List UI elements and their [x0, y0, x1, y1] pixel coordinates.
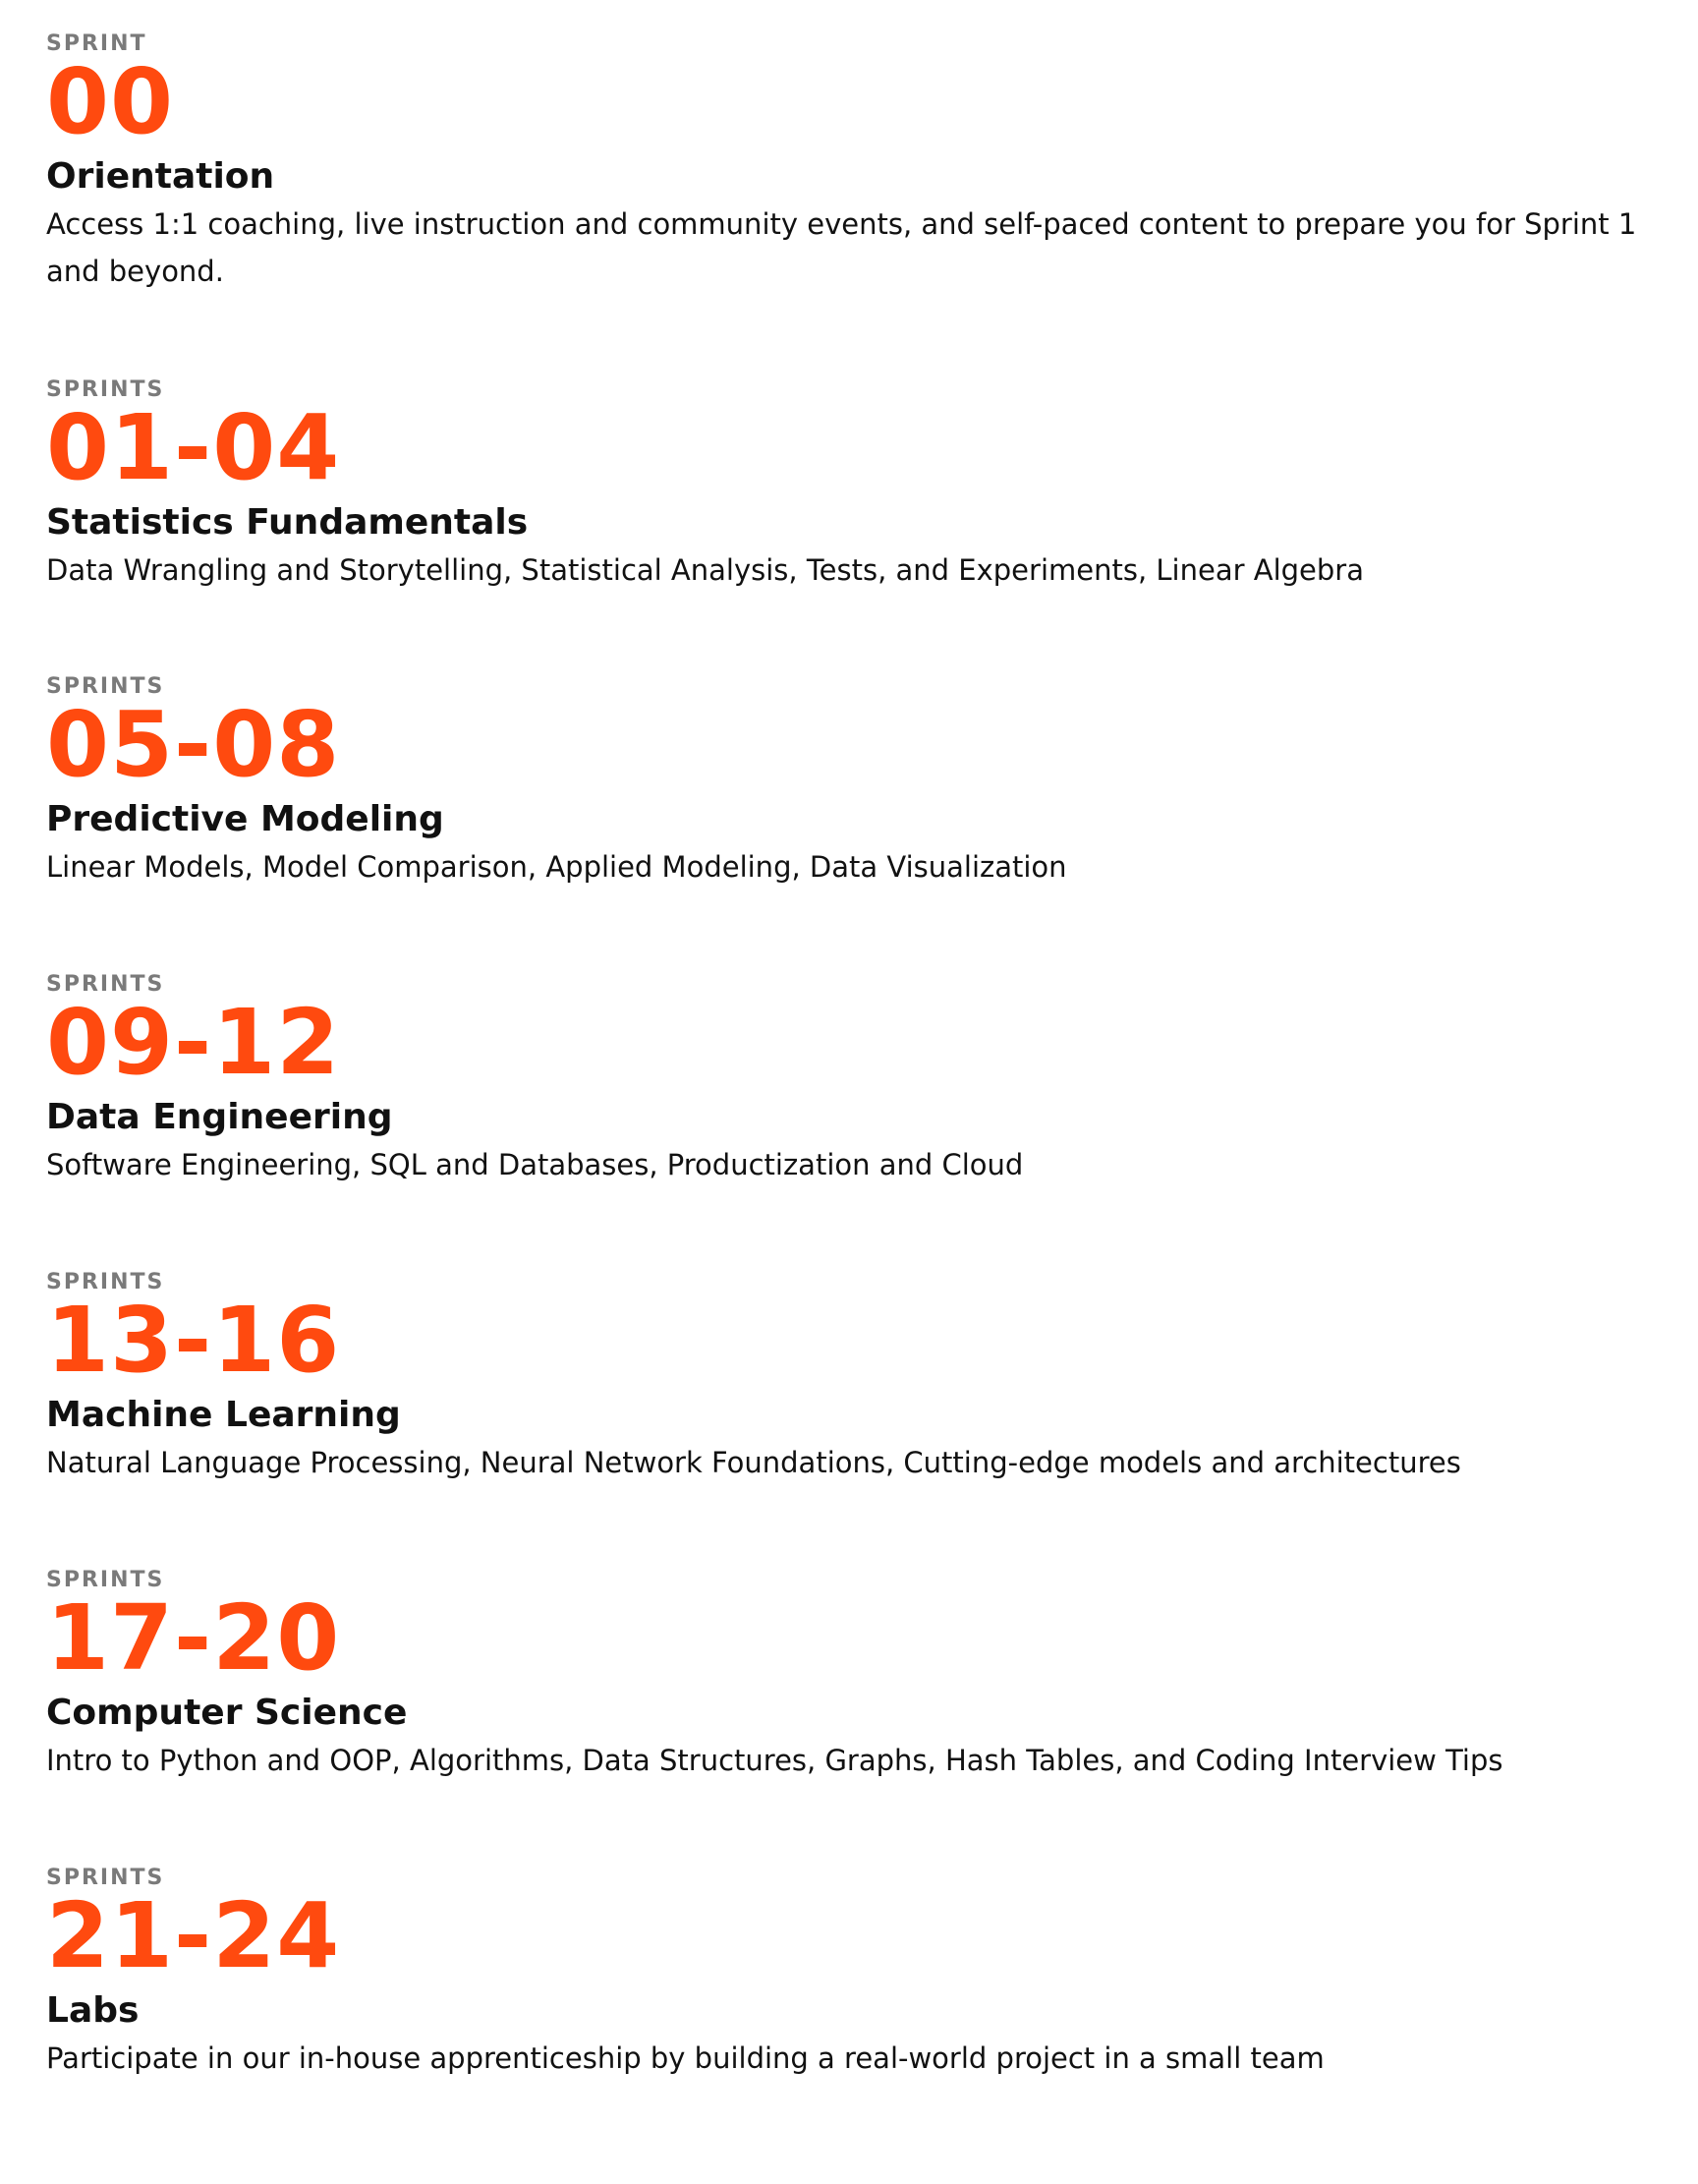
sprint-number: 09-12	[46, 990, 341, 1095]
sprint-title: Machine Learning	[46, 1395, 401, 1435]
sprint-section-statistics-fundamentals	[46, 377, 1638, 594]
sprint-kicker: SPRINTS	[46, 1866, 165, 1890]
sprint-number: 05-08	[46, 692, 341, 797]
sprint-description: Intro to Python and OOP, Algorithms, Data Structures, Graphs, Hash Tables, and Coding Interview Tips	[46, 1744, 1503, 1777]
sprint-section-computer-science	[46, 1568, 1638, 1784]
sprint-title: Predictive Modeling	[46, 799, 444, 839]
sprint-number: 00	[46, 49, 175, 154]
sprint-description: Natural Language Processing, Neural Network Foundations, Cutting-edge models and architectures	[46, 1446, 1461, 1479]
sprint-section-predictive-modeling	[46, 674, 1638, 891]
sprint-number: 17-20	[46, 1585, 341, 1691]
sprint-title: Statistics Fundamentals	[46, 502, 529, 543]
sprint-number: 13-16	[46, 1288, 341, 1393]
sprint-section-labs	[46, 1866, 1638, 2082]
sprint-description: Linear Models, Model Comparison, Applied Modeling, Data Visualization	[46, 850, 1067, 884]
sprint-description: Access 1:1 coaching, live instruction and community events, and self-paced content to prepare you for Sprint 1 and beyond.	[46, 207, 1637, 288]
sprint-section-machine-learning	[46, 1270, 1638, 1486]
sprint-kicker: SPRINTS	[46, 674, 165, 699]
sprint-number: 01-04	[46, 395, 341, 500]
sprint-title: Orientation	[46, 156, 275, 197]
sprint-kicker: SPRINT	[46, 31, 147, 56]
sprint-kicker: SPRINTS	[46, 1568, 165, 1592]
sprint-title: Data Engineering	[46, 1097, 393, 1137]
sprint-title: Computer Science	[46, 1693, 408, 1733]
sprint-description: Participate in our in-house apprenticeship by building a real-world project in a small team	[46, 2041, 1325, 2075]
sprint-description: Software Engineering, SQL and Databases, Productization and Cloud	[46, 1148, 1024, 1181]
sprint-section-data-engineering	[46, 972, 1638, 1188]
sprint-number: 21-24	[46, 1883, 341, 1988]
sprint-description: Data Wrangling and Storytelling, Statistical Analysis, Tests, and Experiments, Linear Algebra	[46, 553, 1364, 587]
sprint-title: Labs	[46, 1990, 140, 2031]
sprint-section-orientation	[46, 31, 1638, 295]
sprint-kicker: SPRINTS	[46, 377, 165, 402]
sprint-kicker: SPRINTS	[46, 972, 165, 997]
sprint-kicker: SPRINTS	[46, 1270, 165, 1294]
